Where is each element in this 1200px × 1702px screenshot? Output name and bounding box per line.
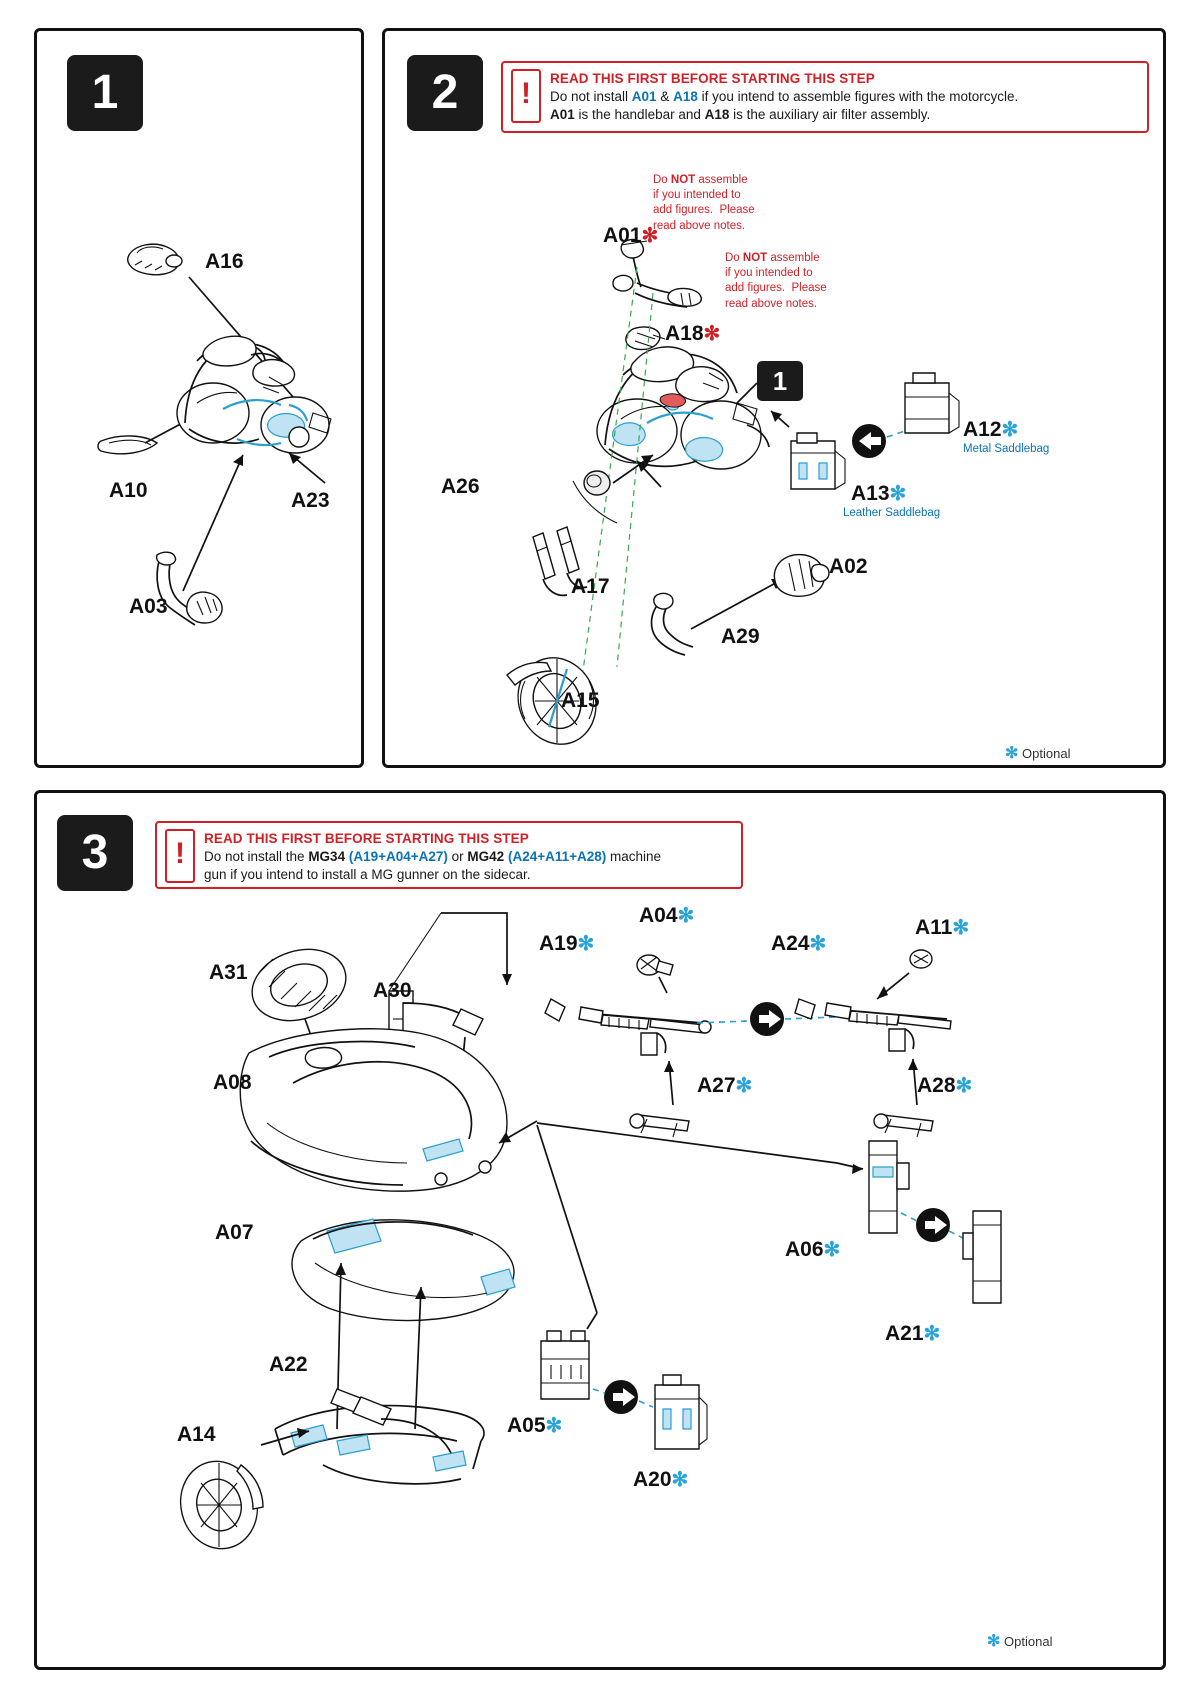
part-label-a29: A29 [721, 625, 760, 648]
part-label-a13: A13✻ [851, 482, 907, 505]
note-a18: Do NOT assemble if you intended to add figures. Please read above notes. [725, 252, 827, 310]
warn3-mg42: MG42 [467, 849, 505, 865]
part-label-a22: A22 [269, 1353, 308, 1376]
swap-icon-a05-a20 [604, 1380, 638, 1414]
swap-icon-a12-a13 [852, 424, 886, 458]
part-label-a18: A18✻ [665, 322, 721, 345]
step-3-warning-title: READ THIS FIRST BEFORE STARTING THIS STEP [204, 831, 529, 846]
part-a31-art [243, 938, 355, 1032]
part-a12-art [905, 373, 959, 433]
warn2-part-a01: A01 [631, 89, 657, 105]
part-a19-art [545, 999, 711, 1055]
part-a16-art [128, 244, 182, 275]
swap-icon-a06-a21 [916, 1208, 950, 1242]
part-a11-art [910, 950, 932, 968]
warn2-line1-pre: Do not install [550, 89, 632, 105]
motorcycle-assembly-step2-art [597, 347, 769, 469]
part-a18-art [626, 327, 660, 350]
part-a08-art [240, 1029, 507, 1191]
warn2-part-a18: A18 [673, 89, 698, 105]
step-2-optional-footer: ✻ Optional [1005, 745, 1071, 762]
part-caption-a12: Metal Saddlebag [963, 443, 1050, 455]
part-label-a16: A16 [205, 250, 244, 273]
part-label-a01: A01✻ [603, 224, 659, 247]
step-3-optional-footer: ✻ Optional [987, 1633, 1053, 1650]
warn3-line2: gun if you intend to install a MG gunner on the sidecar. [204, 867, 531, 883]
warn3-line1-pre: Do not install the [204, 849, 309, 865]
part-label-a02: A02 [829, 555, 868, 578]
warn2-line2-post: is the auxiliary air filter assembly. [729, 107, 931, 123]
part-a27-art [630, 1114, 689, 1137]
step-2-badge: 2 [407, 55, 483, 131]
part-a04-art [637, 955, 673, 975]
part-label-a31: A31 [209, 961, 248, 984]
part-a01-art [613, 240, 701, 307]
part-label-a26: A26 [441, 475, 480, 498]
part-label-a05: A05✻ [507, 1414, 563, 1437]
step-1-artwork [37, 31, 367, 771]
part-label-a17: A17 [571, 575, 610, 598]
part-label-a28: A28✻ [917, 1074, 973, 1097]
part-label-a10: A10 [109, 479, 148, 502]
part-label-a04: A04✻ [639, 904, 695, 927]
note-a01: Do NOT assemble if you intended to add figures. Please read above notes. [653, 174, 755, 232]
warning-exclamation-icon: ! [511, 69, 541, 123]
part-label-a07: A07 [215, 1221, 254, 1244]
part-a07-art [292, 1219, 515, 1321]
part-label-a14: A14 [177, 1423, 216, 1446]
step-1-panel [34, 28, 364, 768]
warn3-mg34: MG34 [308, 849, 346, 865]
step-1-badge: 1 [67, 55, 143, 131]
part-a28-art [874, 1114, 933, 1137]
warn3-mg34-parts: (A19+A04+A27) [348, 849, 448, 865]
part-label-a27: A27✻ [697, 1074, 753, 1097]
part-a02-art [774, 555, 829, 597]
part-a22-art [275, 1389, 484, 1484]
part-label-a19: A19✻ [539, 932, 595, 955]
part-label-a24: A24✻ [771, 932, 827, 955]
part-a14-art [171, 1453, 266, 1557]
part-label-a20: A20✻ [633, 1468, 689, 1491]
step-2-artwork [385, 31, 1169, 771]
part-a10-art [98, 436, 157, 454]
step-3-badge: 3 [57, 815, 133, 891]
warn2-line1-post: if you intend to assemble figures with the motorcycle. [697, 89, 1019, 105]
part-a24-art [795, 999, 951, 1051]
step-2-inline-step-badge: 1 [757, 361, 803, 401]
warn2-line2-a18: A18 [704, 107, 730, 123]
warn2-line2-a01: A01 [550, 107, 575, 123]
part-label-a08: A08 [213, 1071, 252, 1094]
part-label-a12: A12✻ [963, 418, 1019, 441]
part-a21-art [963, 1211, 1001, 1303]
warn3-mg42-parts: (A24+A11+A28) [507, 849, 607, 865]
part-label-a30: A30 [373, 979, 412, 1002]
step-3-artwork [37, 793, 1169, 1673]
motorcycle-assembly-art [177, 336, 331, 453]
part-a29-art [652, 593, 694, 655]
part-a26-art [584, 471, 610, 495]
step-3-panel [34, 790, 1166, 1670]
part-label-a11: A11✻ [915, 916, 970, 939]
swap-icon-mg34-mg42 [750, 1002, 784, 1036]
warn2-amp: & [656, 89, 674, 105]
part-label-a03: A03 [129, 595, 168, 618]
warn3-or: or [447, 849, 468, 865]
part-a05-art [541, 1331, 589, 1399]
part-label-a21: A21✻ [885, 1322, 941, 1345]
part-a06-art [869, 1141, 909, 1233]
part-label-a15: A15 [561, 689, 600, 712]
warning-exclamation-icon-step3: ! [165, 829, 195, 883]
warn3-line1-post: machine [606, 849, 662, 865]
step-2-panel [382, 28, 1166, 768]
part-caption-a13: Leather Saddlebag [843, 507, 941, 519]
warn2-line2-mid: is the handlebar and [574, 107, 705, 123]
part-a13-art [791, 433, 845, 489]
part-label-a23: A23 [291, 489, 330, 512]
part-label-a06: A06✻ [785, 1238, 841, 1261]
step-2-warning-title: READ THIS FIRST BEFORE STARTING THIS STEP [550, 71, 875, 86]
part-a20-art [655, 1375, 707, 1449]
